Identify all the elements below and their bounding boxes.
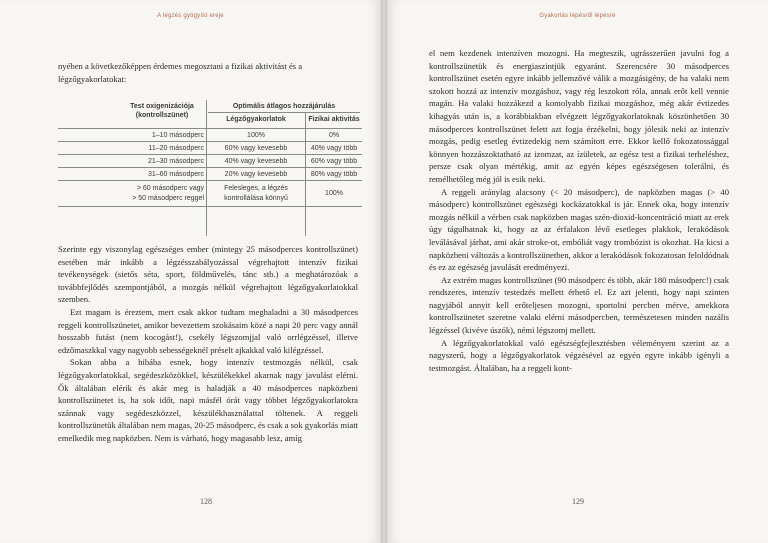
table-cell: 21–30 másodperc	[147, 158, 204, 165]
paragraph: A reggeli aránylag alacsony (< 20 másodperc), de napközben magas (> 40 másodperc) kontrollszünet egészségi kockázatokkal is jár. Ennek oka, hogy intenzív mozgás nélkül a vérben csak napközben magas szén-dioxid-koncentráció miatt az erek úgy tágulhatnak ki, hogy az az érfalakon lévő esetleges plakkok, lerakódások leválásával járhat, ami akár stroke-ot, embóliát vagy trombózist is okozhat. Ha kicsi a napközbeni változás a kontrollszünetben, akkor a lerakódások fokozatosan feloldódnak és ez az egészség javulását eredményezi.	[429, 186, 729, 273]
left-page	[0, 0, 381, 543]
column-header-breathing: Légzőgyakorlatok	[226, 116, 286, 123]
paragraph: A légzőgyakorlatokkal való egészségfejlesztésben véleményem szerint az a nagyszerű, hogy a légzőgyakorlatok végzésével az egyén egyre inkább igényli a testmozgást. Általában, ha a reggeli kont-	[429, 337, 729, 373]
column-header-physical: Fizikai aktivitás	[308, 116, 360, 123]
body-text	[58, 243, 358, 445]
table-cell: 80% vagy több	[310, 171, 358, 178]
table-cell: 60% vagy kevesebb	[224, 145, 288, 152]
table-cell: 31–60 másodperc	[147, 171, 204, 178]
table-cell: kontrollálása könnyű	[224, 195, 288, 202]
table-cell: 40% vagy kevesebb	[224, 158, 288, 165]
table-cell: 0%	[328, 132, 340, 139]
running-header: A légzés gyógyító ereje	[157, 13, 224, 19]
table-cell: 11–20 másodperc	[148, 145, 204, 152]
column-header-oxygenation: Test oxigenizációja (kontrollszünet)	[130, 103, 194, 119]
table-cell: 40% vagy több	[310, 145, 358, 152]
table-cell: > 60 másodperc vagy	[136, 185, 204, 192]
table-cell: 20% vagy kevesebb	[224, 171, 288, 178]
page-number: 129	[572, 497, 584, 506]
running-header: Gyakorlás lépésről lépésre	[539, 13, 616, 19]
paragraph: Sokan abba a hibába esnek, hogy intenzív testmozgás nélkül, csak légzőgyakorlatokkal, segédeszközökkel, készülékekkel akarnak nagy javulást elérni. Ők általában elérik és akár meg is haladják a 40 másodperces napközbeni kontrollszünetet is, ha sok időt, napi másfél órát vagy többet légzőgyakorlatokra szánnak vagy segédeszközzel, készülékhasználattal töltenek. A reggeli kontrollszünetük általában nem magas, 20-25 másodperc, és csak a sok gyakorlás miatt emelkedik meg napközben. Nem is várható, hogy magasabb lesz, amíg	[58, 357, 358, 443]
table-cell: 100%	[247, 132, 265, 139]
activity-table	[58, 100, 362, 236]
table-cell: > 50 másodperc reggel	[132, 195, 204, 202]
right-page	[387, 0, 768, 543]
paragraph: Az extrém magas kontrollszünet (90 másodperc és több, akár 180 másodperc!) csak rendszeres, intenzív testedzés mellett érhető el. Ez azt jelenti, hogy napi szinten nagyjából annyit kell erőteljesen mozogni, sportolni percben mérve, amekkora kontrollszünetet szeretne valaki elérni másodpercben, természetesen minden nazális légzéssel (kivéve úszók), némi légszomj mellett.	[429, 274, 729, 336]
table-cell: 60% vagy több	[310, 158, 358, 165]
paragraph: Ezt magam is éreztem, mert csak akkor tudtam meghaladni a 30 másodperces reggeli kontrollszünetet, amikor bevezettem szokásaim közé a napi 20 perc vagy annál hosszabb futást (nem kocogást!), csekély légszomjjal való orrlégzéssel, illetve edzőmaszkkal vagy nagyobb sebességeknél préselt ajkakkal való kilégzéssel.	[58, 306, 358, 355]
paragraph: Szerinte egy viszonylag egészséges ember (mintegy 25 másodperces kontrollszünet) esetében már inkább a légzésszabályozással végrehajtott intenzív fizikai tevékenységek (sietős séta, sport, földművelés, tánc stb.) a meghatározóak a továbbfejlődés szempontjából, a mozgás nélkül végrehajtott légzőgyakorlatokkal szemben.	[58, 244, 358, 305]
table-cell: 1–10 másodperc	[151, 132, 204, 139]
body-text	[429, 47, 729, 374]
group-header: Optimális átlagos hozzájárulás	[232, 103, 336, 110]
table-cell: 100%	[325, 190, 343, 197]
paragraph: el nem kezdenek intenzíven mozogni. Ha megteszik, ugrásszerűen javulni fog a kontrollszünetük és energiaszintjük egyaránt. Szerencsére 30 másodperces kontrollszünet esetén egyre inkább jellemzővé válik a mozgásigény, de ha valaki nem szokott hozzá az intenzív mozgáshoz, vagy rég leszokott róla, annak erőt kell vennie magán. Ha valaki hozzákezd a komolyabb fizikai mozgáshoz, még akár évtizedes kihagyás után is, a korábbiakban elvégzett légzőgyakorlatoknak köszönhetően 30 másodperces kontrollszünet felett azt fogja érzékelni, hogy jólesik neki az intenzív mozgás, pedig esetleg évtizedekig nem számított erre. Ekkor kellő fokozatossággal könnyen hozzászoktatható az izomzat, az ízületek, az egész test a fizikai terheléshez, persze csak olyan mértékig, amit az egyén képes egészségesen tolerálni, és remélhetőleg még jól is esik neki.	[429, 48, 729, 184]
page-number: 128	[200, 497, 212, 506]
table-cell: Felesleges, a légzés	[224, 185, 288, 192]
intro-paragraph	[58, 60, 358, 85]
paragraph: nyében a következőképpen érdemes megosztani a fizikai aktivitást és a légzőgyakorlatokat:	[58, 61, 303, 84]
